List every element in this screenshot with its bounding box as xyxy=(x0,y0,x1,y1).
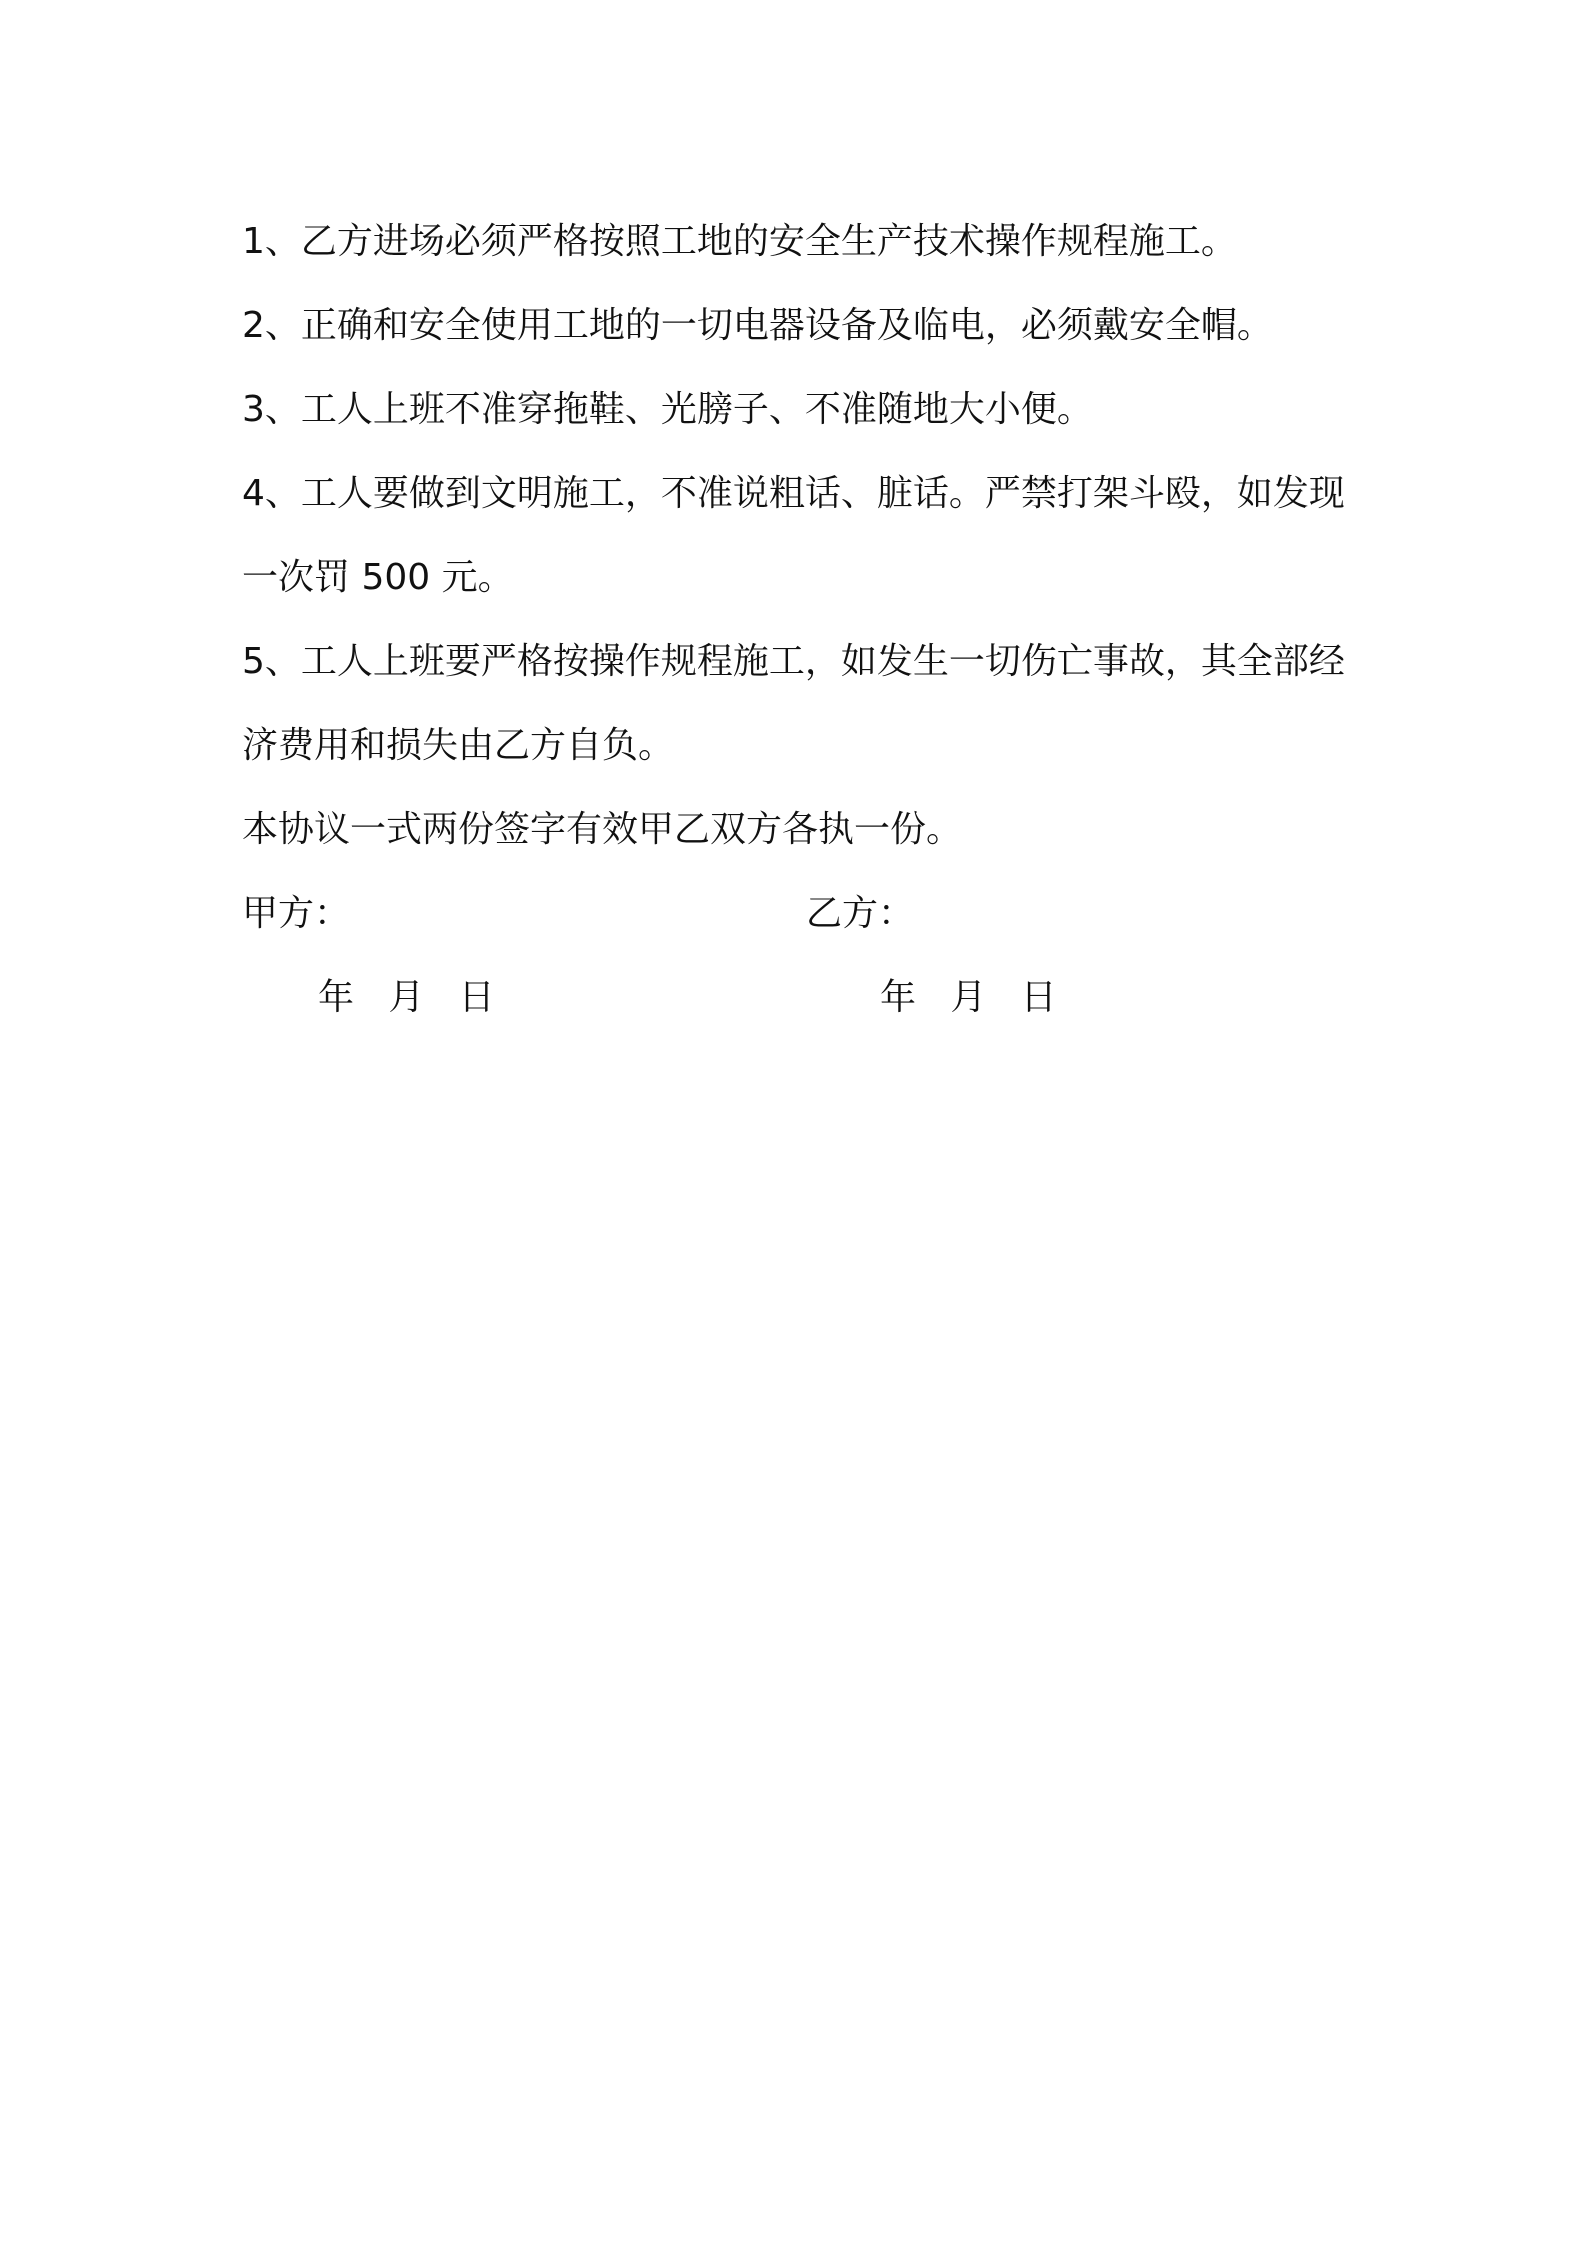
party-b-label: 乙方： xyxy=(806,893,915,934)
party-a-label: 甲方： xyxy=(242,893,351,934)
closing-statement: 本协议一式两份签字有效甲乙双方各执一份。 xyxy=(242,809,963,850)
document-body xyxy=(242,200,1352,1040)
party-b-date: 年 月 日 xyxy=(880,977,1057,1018)
clause-2: 2、正确和安全使用工地的一切电器设备及临电，必须戴安全帽。 xyxy=(242,305,1273,346)
date-row xyxy=(242,956,1352,1040)
clause-3: 3、工人上班不准穿拖鞋、光膀子、不准随地大小便。 xyxy=(242,389,1093,430)
party-a-date: 年 月 日 xyxy=(318,977,495,1018)
clause-1: 1、乙方进场必须严格按照工地的安全生产技术操作规程施工。 xyxy=(242,221,1237,262)
clause-5: 5、工人上班要严格按操作规程施工，如发生一切伤亡事故，其全部经济费用和损失由乙方自负。 xyxy=(242,641,1345,766)
clause-4: 4、工人要做到文明施工，不准说粗话、脏话。严禁打架斗殴，如发现一次罚 500 元。 xyxy=(242,473,1345,598)
signature-row xyxy=(242,872,1352,956)
